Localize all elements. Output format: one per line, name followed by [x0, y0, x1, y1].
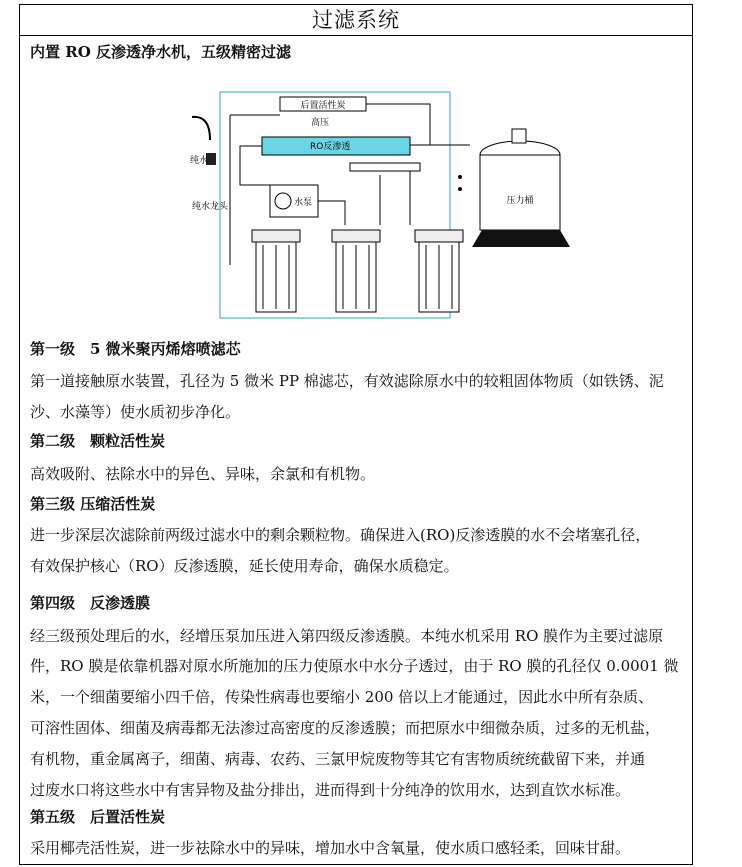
stage-3-heading: 第三级 压缩活性炭 [30, 495, 156, 513]
stage-4-line-2: 件，RO 膜是依靠机器对原水所施加的压力使原水中水分子透过，由于 RO 膜的孔径仅 0.0001 微 [30, 657, 679, 675]
pressure-tank [480, 155, 560, 230]
page-title: 过滤系统 [20, 5, 692, 36]
tank-label: 压力桶 [506, 196, 534, 206]
stage-4-line-1: 经三级预处理后的水，经增压泵加压进入第四级反渗透膜。本纯水机采用 RO 膜作为主要过滤原 [30, 627, 664, 645]
stage-2-line-1: 高效吸附、祛除水中的异色、异味，余氯和有机物。 [30, 465, 376, 483]
machine-outline [220, 92, 450, 318]
tank-valve [512, 129, 526, 143]
pure-water-label: 纯水 [190, 156, 209, 166]
stage-2-heading: 第二级 颗粒活性炭 [30, 432, 166, 450]
diagram-svg [170, 85, 610, 325]
ro-system-diagram [170, 85, 610, 325]
stage-4-line-5: 有机物，重金属离子，细菌、病毒、农药、三氯甲烷废物等其它有害物质统统截留下来，并通 [30, 750, 646, 768]
high-pressure-label: 高压 [310, 118, 330, 128]
subtitle: 内置 RO 反渗透净水机，五级精密过滤 [30, 43, 291, 61]
ro-membrane-label: RO反渗透 [310, 142, 351, 152]
stage-4-line-6: 过废水口将这些水中有害异物及盐分排出，进而得到十分纯净的饮用水，达到直饮水标准。 [30, 781, 631, 799]
flow-tube [350, 163, 420, 171]
stage-4-line-4: 可溶性固体、细菌及病毒都无法渗过高密度的反渗透膜；而把原水中细微杂质，过多的无机盐， [30, 719, 661, 737]
stage-4-heading: 第四级 反渗透膜 [30, 594, 151, 612]
pre-filter-2 [332, 230, 380, 312]
stage-5-line-1: 采用椰壳活性炭，进一步祛除水中的异味，增加水中含氧量，使水质口感轻柔，回味甘甜。 [30, 839, 631, 857]
post-carbon-label: 后置活性炭 [300, 101, 346, 111]
stage-1-heading: 第一级 5 微米聚丙烯熔喷滤芯 [30, 340, 241, 358]
stage-5-heading: 第五级 后置活性炭 [30, 808, 166, 826]
stage-1-line-1: 第一道接触原水装置，孔径为 5 微米 PP 棉滤芯，有效滤除原水中的较粗固体物质（如铁锈、泥 [30, 372, 664, 390]
stage-3-line-2: 有效保护核心（RO）反渗透膜，延长使用寿命，确保水质稳定。 [30, 557, 459, 575]
stage-3-line-1: 进一步深层次滤除前两级过滤水中的剩余颗粒物。确保进入(RO)反渗透膜的水不会堵塞孔径， [30, 526, 651, 544]
document-frame [19, 4, 693, 865]
pre-filter-3 [415, 230, 463, 312]
stage-4-line-3: 米，一个细菌要缩小四千倍，传染性病毒也要缩小 200 倍以上才能通过，因此水中所有杂质、 [30, 688, 654, 706]
pump-label: 水泵 [293, 198, 313, 208]
tank-base [472, 230, 570, 247]
faucet-label: 纯水龙头 [192, 202, 229, 212]
faucet-spout [192, 117, 210, 140]
pre-filter-1 [252, 230, 300, 312]
stage-1-line-2: 沙、水藻等）使水质初步净化。 [30, 403, 241, 421]
